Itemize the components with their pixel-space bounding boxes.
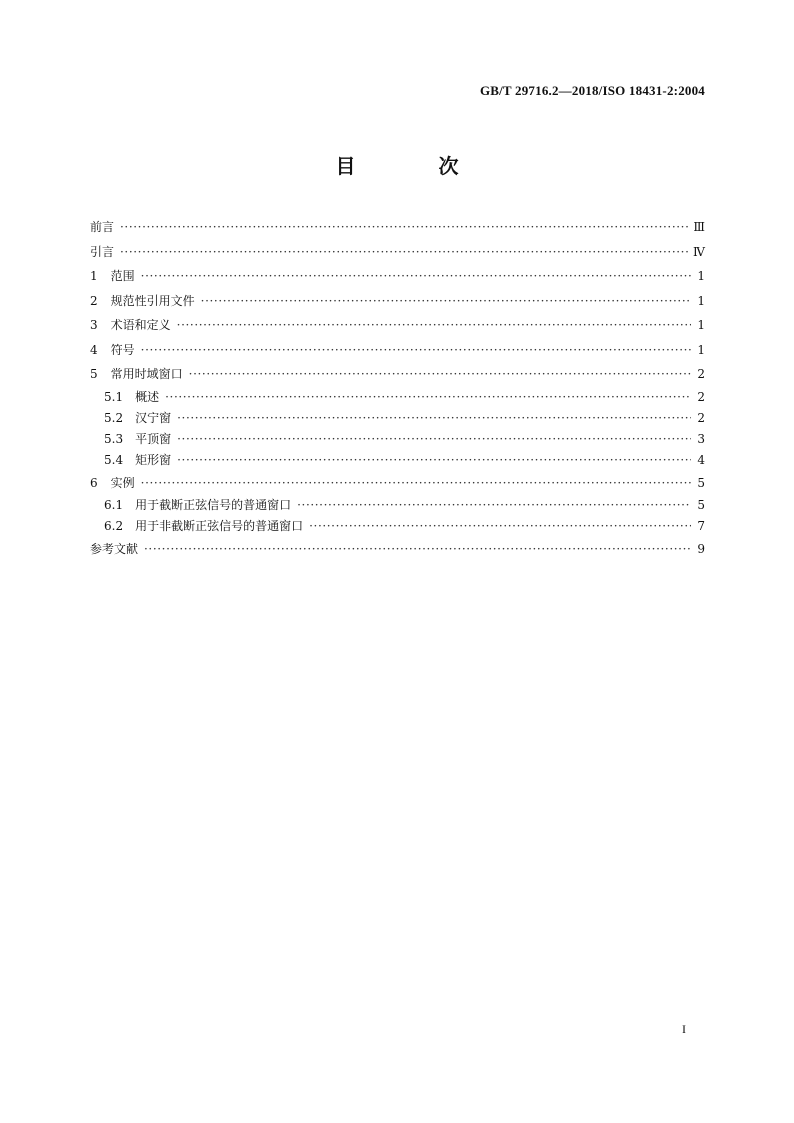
toc-entry-number: 5	[90, 367, 98, 381]
toc-leader-dots	[141, 471, 691, 496]
page-number: I	[682, 1022, 686, 1036]
toc-entry-label: 规范性引用文件	[110, 293, 195, 308]
toc-entry-page: 7	[697, 519, 705, 533]
toc-entry-label: 概述	[135, 389, 160, 404]
toc-entry-5-3[interactable]	[90, 429, 705, 450]
toc-entry-number: 5.4	[104, 452, 124, 467]
toc-entry-page: 5	[697, 475, 705, 490]
toc-entry-page: 1	[697, 318, 705, 332]
toc-entry-page: Ⅳ	[693, 244, 705, 259]
toc-entry-page: 4	[697, 452, 705, 467]
toc-entry-page: 1	[697, 342, 705, 357]
toc-entry-label: 矩形窗	[135, 452, 172, 467]
toc-entry-label: 实例	[110, 475, 135, 490]
toc-entry-page: Ⅲ	[693, 220, 705, 234]
toc-leader-dots	[189, 362, 691, 387]
table-of-contents	[90, 215, 705, 562]
toc-leader-dots	[141, 338, 691, 363]
toc-entry-2[interactable]	[90, 289, 705, 314]
toc-entry-label: 引言	[90, 244, 115, 259]
toc-entry-label: 符号	[110, 342, 135, 357]
toc-entry-introduction[interactable]	[90, 240, 705, 265]
toc-entry-number: 6.1	[104, 498, 124, 512]
toc-entry-6-1[interactable]	[90, 495, 705, 516]
toc-entry-label: 术语和定义	[110, 318, 171, 332]
toc-entry-number: 6	[90, 475, 98, 490]
toc-entry-number: 5.2	[104, 410, 124, 425]
toc-entry-number: 6.2	[104, 519, 124, 533]
toc-entry-page: 1	[697, 269, 705, 283]
toc-leader-dots	[177, 450, 691, 471]
toc-leader-dots	[177, 408, 691, 429]
toc-entry-number: 4	[90, 342, 98, 357]
toc-leader-dots	[309, 516, 691, 537]
toc-leader-dots	[177, 429, 691, 450]
page-title: 目 次	[335, 154, 497, 178]
standard-code: GB/T 29716.2—2018/ISO 18431-2:2004	[479, 83, 705, 98]
toc-leader-dots	[201, 289, 691, 314]
toc-entry-3[interactable]	[90, 313, 705, 338]
toc-entry-5[interactable]	[90, 362, 705, 387]
toc-entry-6-2[interactable]	[90, 516, 705, 537]
toc-entry-label: 用于非截断正弦信号的普通窗口	[135, 519, 304, 533]
toc-entry-page: 2	[697, 410, 705, 425]
toc-entry-4[interactable]	[90, 338, 705, 363]
toc-leader-dots	[177, 313, 691, 338]
toc-entry-number: 3	[90, 318, 98, 332]
toc-entry-label: 常用时域窗口	[110, 367, 183, 381]
toc-entry-6[interactable]	[90, 471, 705, 496]
toc-entry-label: 前言	[90, 220, 115, 234]
toc-leader-dots	[120, 240, 689, 265]
toc-entry-5-2[interactable]	[90, 408, 705, 429]
toc-entry-bibliography[interactable]	[90, 537, 705, 562]
toc-leader-dots	[165, 387, 691, 408]
toc-entry-label: 范围	[110, 269, 135, 283]
toc-leader-dots	[297, 495, 691, 516]
toc-leader-dots	[144, 537, 691, 562]
toc-entry-5-4[interactable]	[90, 450, 705, 471]
toc-leader-dots	[141, 264, 691, 289]
toc-entry-number: 5.3	[104, 431, 124, 446]
toc-entry-label: 用于截断正弦信号的普通窗口	[135, 498, 292, 512]
toc-entry-page: 1	[697, 293, 705, 308]
toc-entry-page: 2	[697, 367, 705, 381]
toc-entry-foreword[interactable]	[90, 215, 705, 240]
toc-entry-label: 平顶窗	[135, 431, 172, 446]
toc-entry-label: 参考文献	[90, 542, 139, 556]
toc-entry-page: 3	[697, 431, 705, 446]
toc-entry-page: 9	[697, 542, 705, 556]
toc-entry-number: 1	[90, 269, 98, 283]
toc-entry-page: 2	[697, 389, 705, 404]
toc-entry-5-1[interactable]	[90, 387, 705, 408]
toc-entry-page: 5	[697, 498, 705, 512]
toc-entry-number: 2	[90, 293, 98, 308]
toc-entry-number: 5.1	[104, 389, 124, 404]
toc-entry-1[interactable]	[90, 264, 705, 289]
toc-entry-label: 汉宁窗	[135, 410, 172, 425]
toc-leader-dots	[120, 215, 689, 240]
